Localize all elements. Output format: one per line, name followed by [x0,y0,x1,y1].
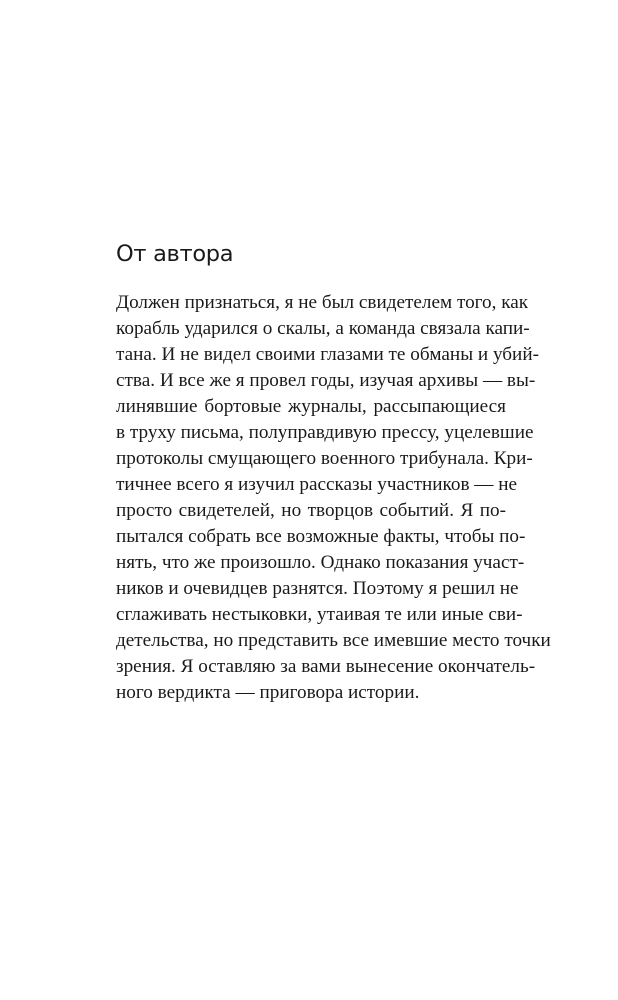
paragraph-line: корабль ударился о скалы, а команда связала капи- [116,318,530,339]
paragraph-line: нять, что же произошло. Однако показания участ- [116,552,525,573]
author-note-paragraph [116,290,551,706]
paragraph-line: тичнее всего я изучил рассказы участников — не [116,474,518,495]
paragraph-line: ства. И все же я провел годы, изучая архивы — вы- [116,370,536,391]
paragraph-line-last: ного вердикта — приговора истории. [116,682,420,703]
chapter-heading: От автора [116,241,234,267]
paragraph-line: пытался собрать все возможные факты, чтобы по- [116,526,526,547]
paragraph-line: зрения. Я оставляю за вами вынесение окончатель- [116,656,536,677]
paragraph-line: ников и очевидцев разнятся. Поэтому я решил не [116,578,519,599]
paragraph-line: сглаживать нестыковки, утаивая те или иные сви- [116,604,523,625]
paragraph-line: линявшие бортовые журналы, рассыпающиеся [116,396,506,417]
paragraph-line: Должен признаться, я не был свидетелем того, как [116,292,529,313]
paragraph-line: протоколы смущающего военного трибунала. Кри- [116,448,533,469]
paragraph-line: детельства, но представить все имевшие место точки [116,630,551,651]
paragraph-line: в труху письма, полуправдивую прессу, уцелевшие [116,422,534,443]
paragraph-line: тана. И не видел своими глазами те обманы и убий- [116,344,539,365]
paragraph-line: просто свидетелей, но творцов событий. Я по- [116,500,506,521]
